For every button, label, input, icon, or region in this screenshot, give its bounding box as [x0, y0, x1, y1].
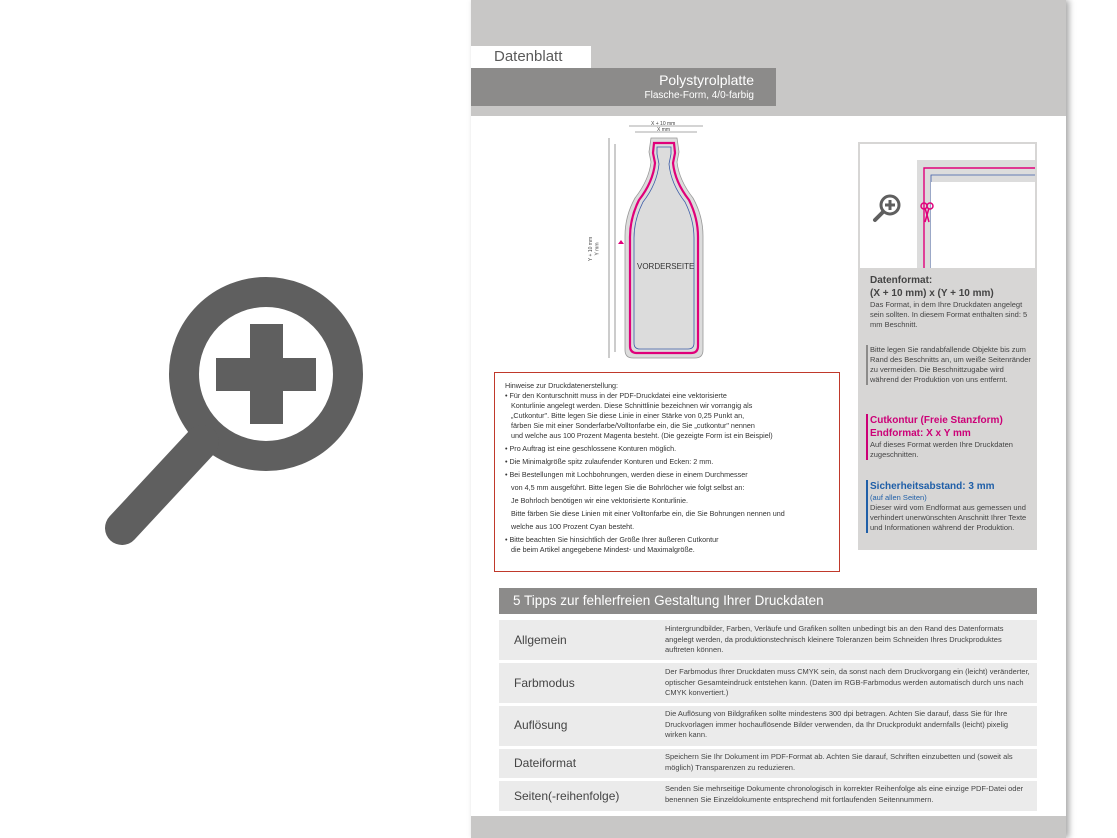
hints-title: Hinweise zur Druckdatenerstellung: — [505, 381, 619, 390]
safety-block — [870, 480, 1034, 533]
tip-label: Seiten(-reihenfolge) — [514, 789, 620, 803]
hint-line: • Für den Konturschnitt muss in der PDF-Druckdatei eine vektorisierte — [505, 391, 829, 401]
tip-row-seitenreihenfolge — [499, 781, 1037, 811]
bottle-diagram — [588, 118, 709, 364]
tip-row-allgemein — [499, 620, 1037, 660]
safety-title: Sicherheitsabstand: 3 mm — [870, 481, 995, 492]
endformat-value: Endformat: X x Y mm — [870, 428, 971, 439]
cutcontour-text: Auf dieses Format werden Ihre Druckdaten zugeschnitten. — [870, 440, 1013, 459]
hint-line: Konturlinie angelegt werden. Diese Schnittlinie bezeichnen wir vorrangig als — [511, 401, 753, 410]
safety-subtitle: (auf allen Seiten) — [870, 493, 927, 502]
width-inner-label: X mm — [657, 127, 671, 133]
datenformat-title: Datenformat: — [870, 275, 933, 286]
datenformat-value: (X + 10 mm) x (Y + 10 mm) — [870, 288, 994, 299]
hint-line: von 4,5 mm ausgeführt. Bitte legen Sie die Bohrlöcher wie folgt selbst an: — [511, 483, 745, 492]
tips-heading: 5 Tipps zur fehlerfreien Gestaltung Ihrer Druckdaten — [499, 588, 1037, 614]
hint-line: Je Bohrloch benötigen wir eine vektorisierte Konturlinie. — [511, 496, 688, 505]
tip-text: Die Auflösung von Bildgrafiken sollte mindestens 300 dpi betragen. Achten Sie darauf, dass Sie für Ihre Druckvorlagen immer hochauflösende Bilder verwenden, da Ihr Druckprodukt andernfalls (leicht) pixelig wirken kann. — [665, 709, 1009, 739]
zoom-in-icon[interactable] — [100, 250, 370, 550]
hints-box — [494, 372, 840, 572]
tip-text: Speichern Sie Ihr Dokument im PDF-Format ab. Achten Sie darauf, Schriften einzubetten und (soweit als möglich) Transparenzen zu reduzieren. — [665, 752, 1013, 772]
safety-text: Dieser wird vom Endformat aus gemessen und verhindert unerwünschten Anschnitt Ihrer Texte und Informationen während der Produktion. — [870, 503, 1027, 532]
tip-text: Hintergrundbilder, Farben, Verläufe und Grafiken sollten unbedingt bis an den Rand des Datenformats angelegt werden, da produktionstechnisch kleinere Toleranzen beim Schneiden Ihres Druckproduktes auftreten können. — [665, 624, 1004, 654]
height-inner-label: Y mm — [594, 242, 601, 256]
hint-line: die beim Artikel angegebene Mindest- und Maximalgröße. — [511, 545, 695, 554]
hint-line: „Cutkontur". Bitte legen Sie diese Linie in einer Stärke von 0,25 Punkt an, — [511, 411, 745, 420]
tip-row-dateiformat — [499, 749, 1037, 778]
hint-line: welche aus 100 Prozent Cyan besteht. — [511, 522, 635, 531]
front-side-label: VORDERSEITE — [637, 262, 695, 271]
cutcontour-title: Cutkontur (Freie Stanzform) — [870, 415, 1003, 426]
corner-detail-preview — [860, 144, 1035, 268]
datenformat-block — [870, 274, 1034, 330]
tip-row-aufloesung — [499, 706, 1037, 746]
bleed-text: Bitte legen Sie randabfallende Objekte bis zum Rand des Beschnitts an, um weiße Seitenränder zu vermeiden. Die Beschnittzugabe wird während der Produktion von uns entfernt. — [870, 345, 1031, 384]
width-outer-label: X + 10 mm — [651, 121, 676, 127]
info-panel — [858, 142, 1037, 550]
sheet-footer-band — [471, 816, 1066, 838]
hint-line: und welche aus 100 Prozent Magenta besteht. (Die gezeigte Form ist ein Beispiel) — [511, 431, 773, 440]
hint-line: Bitte färben Sie diese Linien mit einer Volltonfarbe ein, die Sie Bohrungen nennen und — [511, 509, 785, 518]
tip-label: Allgemein — [514, 633, 567, 647]
tab-datenblatt: Datenblatt — [471, 46, 591, 68]
tip-text: Der Farbmodus Ihrer Druckdaten muss CMYK sein, da sonst nach dem Druckvorgang ein (leicht) veränderter, optischer Gesamteindruck entstehen kann. (Daten im RGB-Farbmodus werden automatisch durch uns nach CMYK konvertiert.) — [665, 667, 1030, 697]
hint-line: • Bitte beachten Sie hinsichtlich der Größe Ihrer äußeren Cutkontur — [505, 535, 829, 545]
page-subtitle: Flasche-Form, 4/0-farbig — [644, 90, 754, 101]
page-title: Polystyrolplatte — [659, 72, 754, 88]
datasheet — [471, 0, 1066, 838]
tip-label: Farbmodus — [514, 676, 575, 690]
datenformat-text: Das Format, in dem Ihre Druckdaten angelegt sein sollten. In diesem Format enthalten sind: 5 mm Beschnitt. — [870, 300, 1028, 329]
cutcontour-block — [870, 414, 1034, 460]
bleed-block — [870, 345, 1034, 385]
tip-label: Auflösung — [514, 718, 568, 732]
tip-text: Senden Sie mehrseitige Dokumente chronologisch in korrekter Reihenfolge als eine einzige PDF-Datei oder benennen Sie Einzeldokumente entsprechend mit fortlaufenden Seitennummern. — [665, 784, 1024, 804]
tip-row-farbmodus — [499, 663, 1037, 703]
zoom-in-icon[interactable] — [872, 193, 902, 223]
hint-line: • Pro Auftrag ist eine geschlossene Konturen möglich. — [505, 444, 829, 454]
hint-line: • Die Minimalgröße spitz zulaufender Konturen und Ecken: 2 mm. — [505, 457, 829, 467]
hint-line: • Bei Bestellungen mit Lochbohrungen, werden diese in einem Durchmesser — [505, 470, 829, 480]
tip-label: Dateiformat — [514, 756, 577, 770]
title-box — [471, 68, 776, 106]
scissors-icon — [920, 202, 934, 224]
height-outer-label: Y + 10 mm — [588, 236, 595, 262]
hint-line: färben Sie mit einer Sonderfarbe/Volltonfarbe ein, die Sie „cutkontur" nennen — [511, 421, 755, 430]
